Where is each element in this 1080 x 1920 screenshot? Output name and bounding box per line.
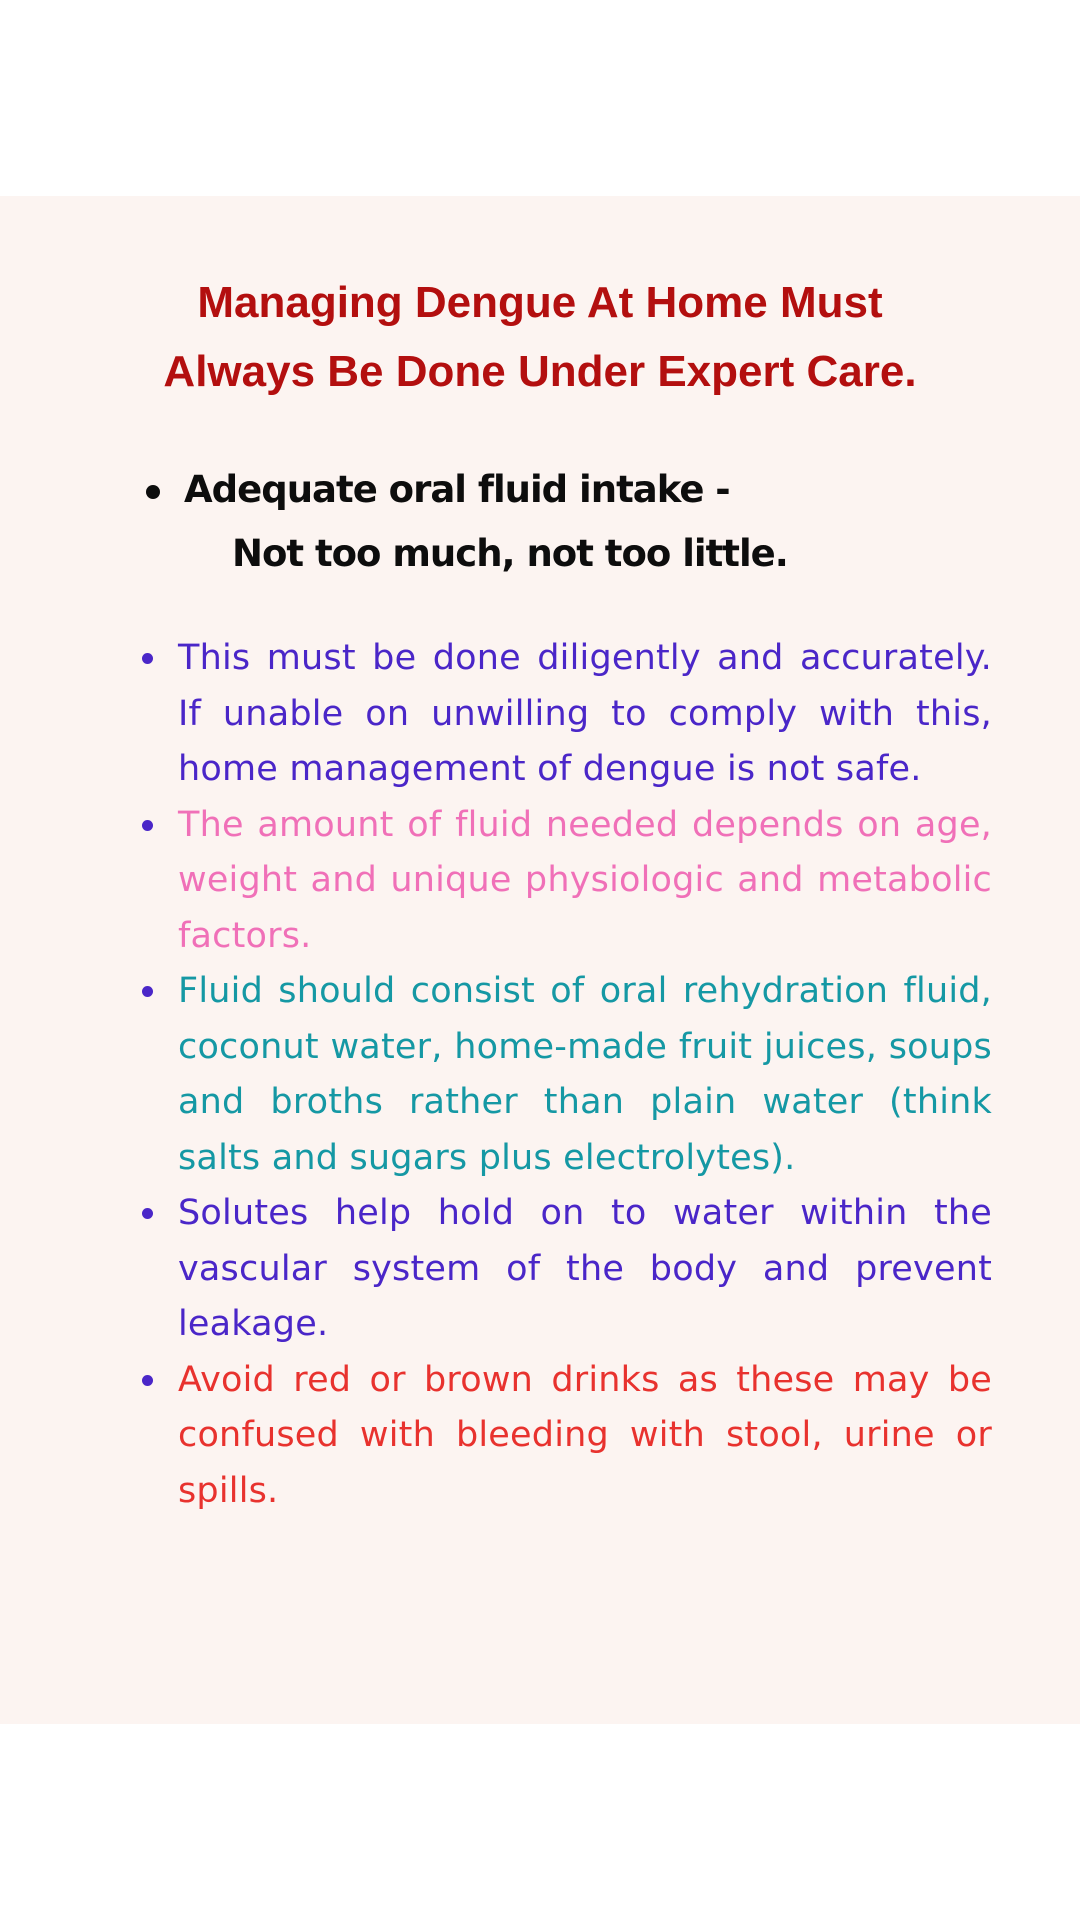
key-point-line-1: Adequate oral fluid intake -: [184, 468, 730, 511]
page-title: [60, 268, 1020, 406]
bullet-list: [140, 631, 992, 1519]
bullet-dot-icon: [142, 1208, 153, 1219]
bullet-dot-icon: [142, 986, 153, 997]
bullet-item-fluid-amount: [140, 798, 992, 965]
bullet-dot-icon: [142, 1375, 153, 1386]
bullet-item-solutes: [140, 1186, 992, 1353]
bullet-text: Avoid red or brown drinks as these may be confused with bleeding with stool, urine or spills.: [178, 1359, 992, 1511]
key-point-line-2: Not too much, not too little.: [232, 532, 788, 575]
bullet-text: The amount of fluid needed depends on age, weight and unique physiologic and metabolic factors.: [178, 804, 992, 956]
key-point-bullet-icon: [146, 485, 160, 499]
bullet-item-diligence: [140, 631, 992, 798]
bullet-dot-icon: [142, 820, 153, 831]
title-line-2: Always Be Done Under Expert Care.: [163, 347, 917, 396]
bullet-text: Fluid should consist of oral rehydration fluid, coconut water, home-made fruit juices, soups and broths rather than plain water (think salts and sugars plus electrolytes).: [178, 971, 992, 1178]
key-point: [148, 458, 788, 586]
content-card: [0, 196, 1080, 1724]
bullet-item-avoid-red-drinks: [140, 1353, 992, 1520]
bullet-text: This must be done diligently and accurately. If unable on unwilling to comply with this, home management of dengue is not safe.: [178, 638, 992, 789]
title-line-1: Managing Dengue At Home Must: [197, 278, 883, 327]
bullet-item-fluid-types: [140, 964, 992, 1186]
bullet-text: Solutes help hold on to water within the vascular system of the body and prevent leakage.: [178, 1193, 992, 1344]
bullet-dot-icon: [142, 653, 153, 664]
